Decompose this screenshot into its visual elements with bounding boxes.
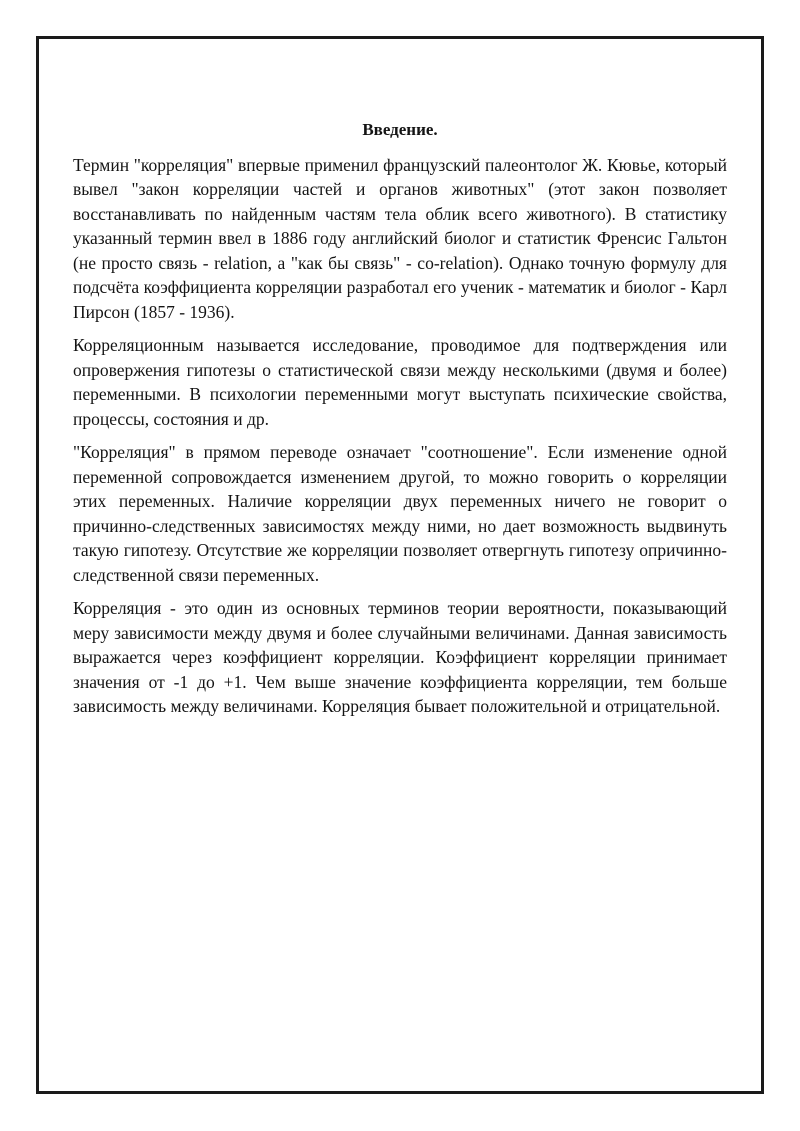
paragraph-1: Термин "корреляция" впервые применил французский палеонтолог Ж. Кювье, который вывел "закон корреляции частей и органов животных" (этот закон позволяет восстанавливать по найденным частям тела облик всего животного). В статистику указанный термин ввел в 1886 году английский биолог и статистик Френсис Гальтон (не просто связь - relation, а "как бы связь" - co-relation). Однако точную формулу для подсчёта коэффициента корреляции разработал его ученик - математик и биолог - Карл Пирсон (1857 - 1936). xyxy=(73,154,727,322)
paragraph-3: "Корреляция" в прямом переводе означает "соотношение". Если изменение одной переменной сопровождается изменением другой, то можно говорить о корреляции этих переменных. Наличие корреляции двух переменных ничего не говорит о причинно-следственных зависимостях между ними, но дает возможность выдвинуть такую гипотезу. Отсутствие же корреляции позволяет отвергнуть гипотезу опричинно-следственной связи переменных. xyxy=(73,442,727,585)
paragraph-2: Корреляционным называется исследование, проводимое для подтверждения или опровержения гипотезы о статистической связи между несколькими (двумя и более) переменными. В психологии переменными могут выступать психические свойства, процессы, состояния и др. xyxy=(73,335,727,429)
document-body xyxy=(73,118,727,728)
page-title: Введение. xyxy=(362,120,438,139)
paragraph-4: Корреляция - это один из основных терминов теории вероятности, показывающий меру зависимости между двумя и более случайными величинами. Данная зависимость выражается через коэффициент корреляции. Коэффициент корреляции принимает значения от -1 до +1. Чем выше значение коэффициента корреляции, тем больше зависимость между величинами. Корреляция бывает положительной и отрицательной. xyxy=(73,598,727,716)
